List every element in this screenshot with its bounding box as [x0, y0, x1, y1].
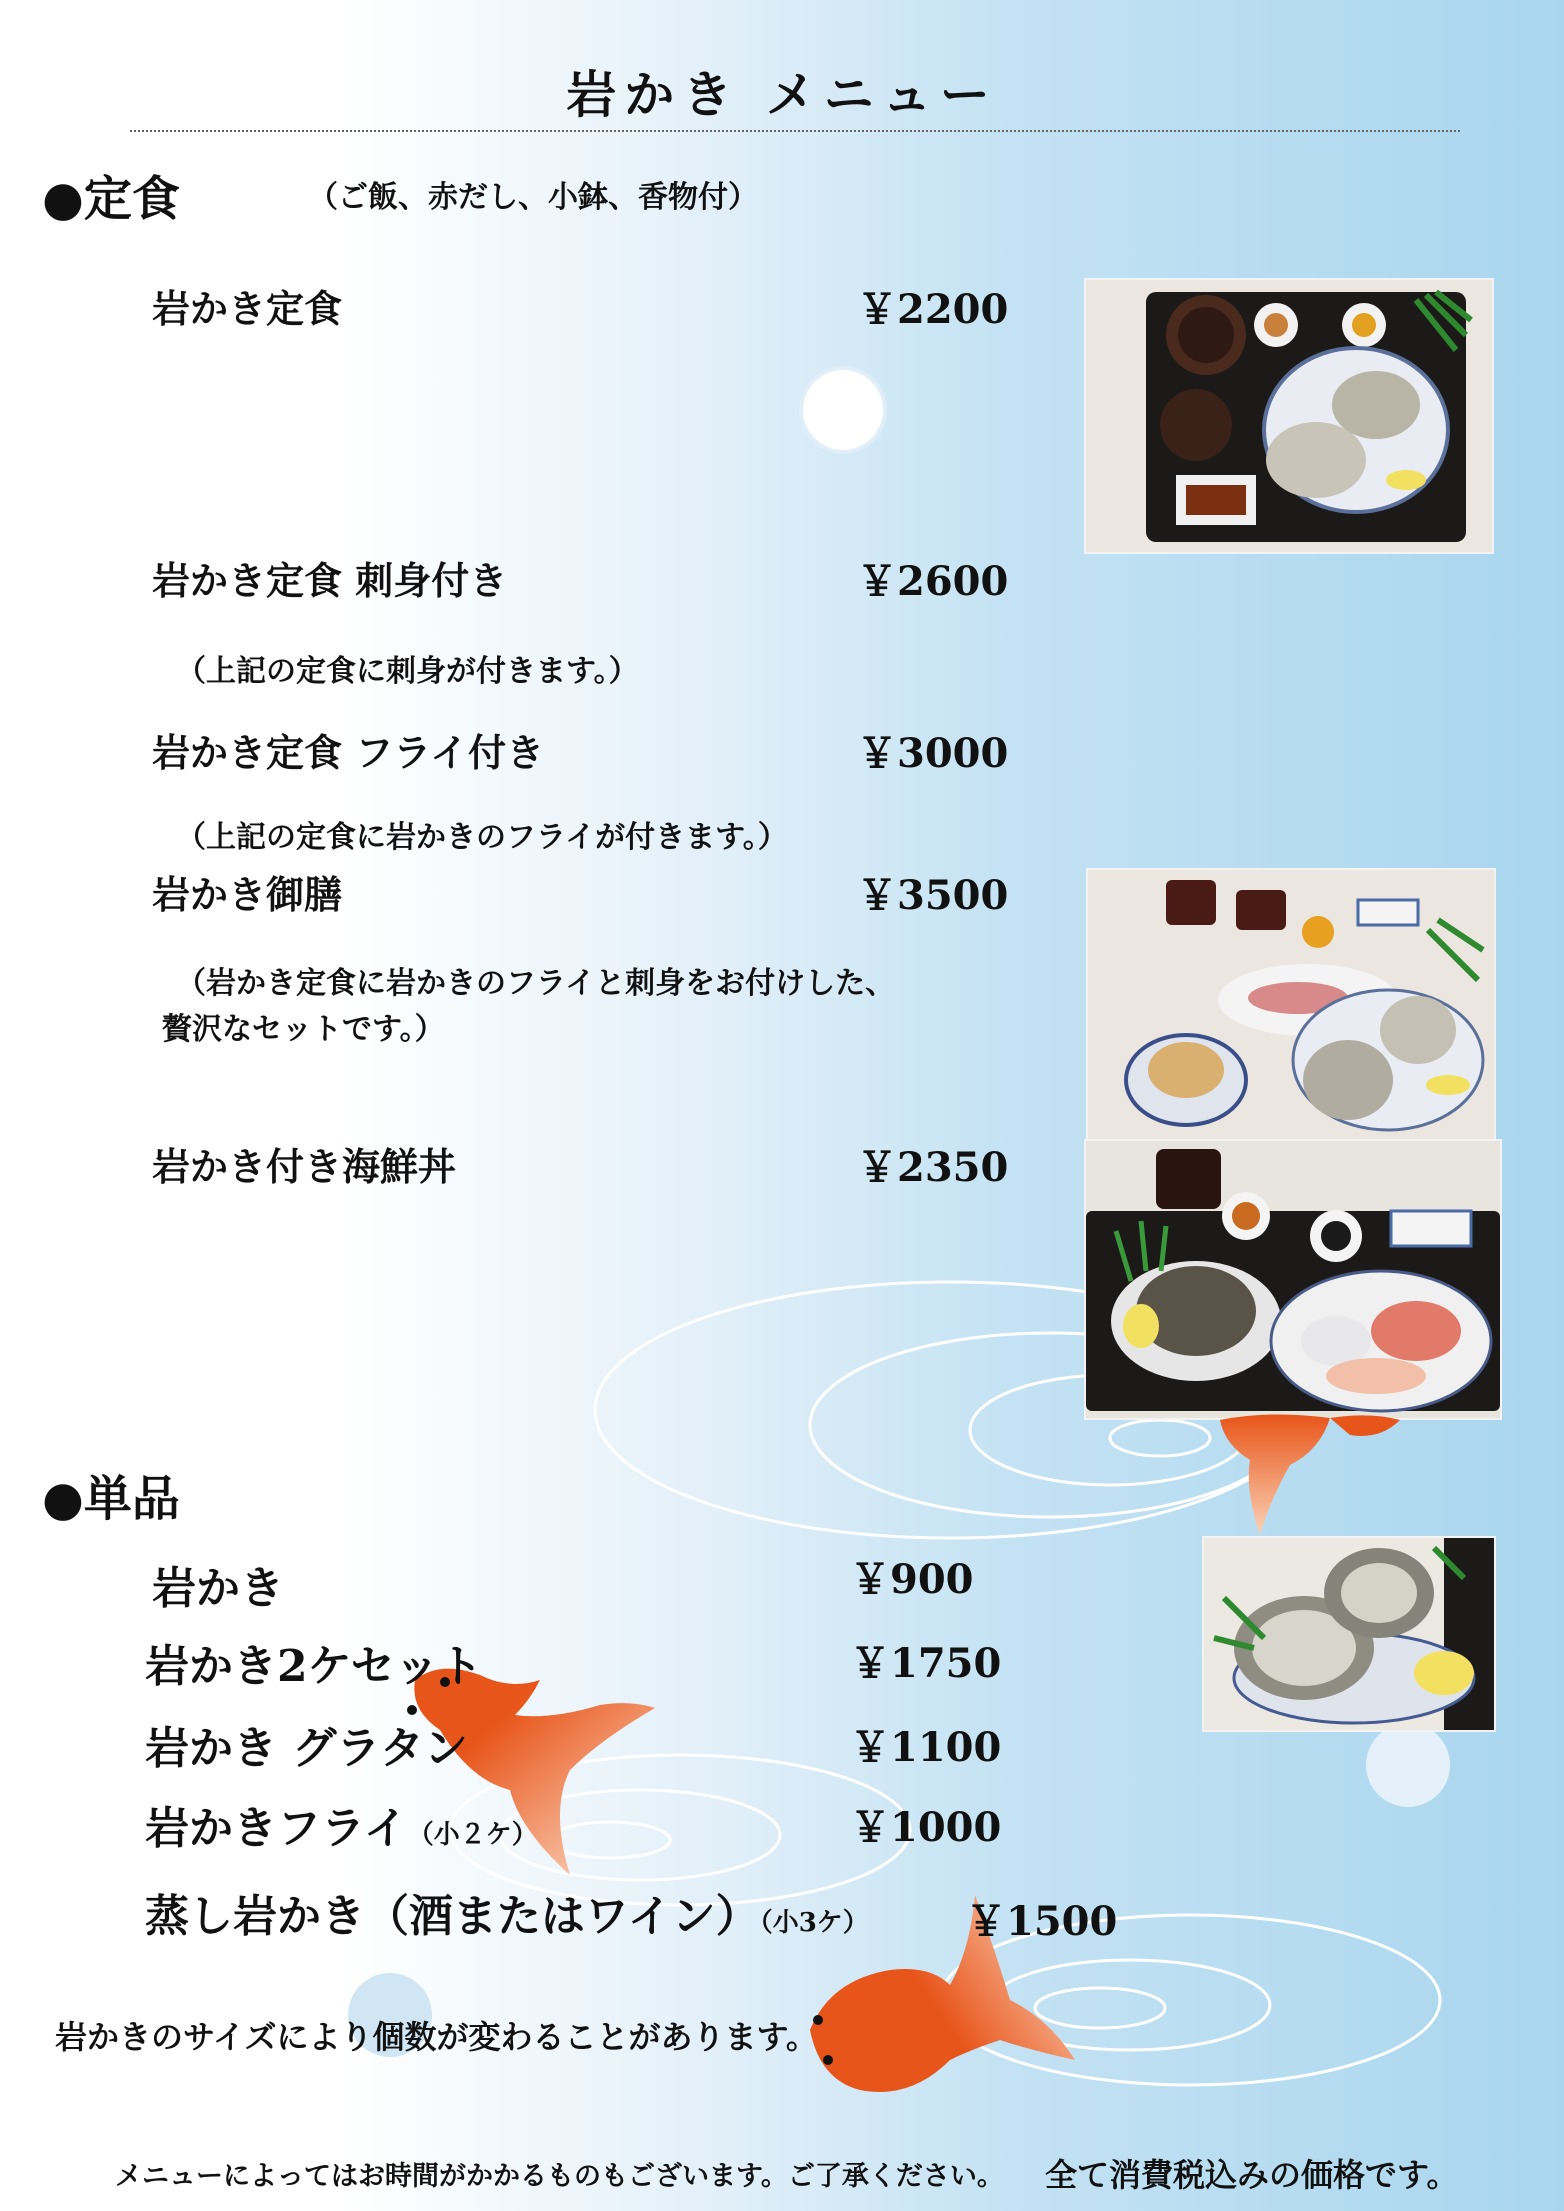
menu-item-name: 岩かき定食 刺身付き: [152, 558, 508, 603]
oyster-single-photo: [1202, 1536, 1496, 1732]
menu-item-quantity: （小3ケ）: [759, 1908, 869, 1938]
menu-item-name: 岩かき グラタン: [145, 1723, 468, 1774]
menu-item-name: 蒸し岩かき（酒またはワイン）: [145, 1891, 760, 1942]
menu-item-name: 岩かき定食 フライ付き: [152, 730, 545, 775]
menu-item-price: ￥1750: [850, 1640, 1002, 1687]
menu-item-description: （上記の定食に刺身が付きます。）: [176, 654, 639, 689]
section-heading-teishoku: ●定食: [42, 171, 180, 227]
menu-item-name: 岩かき御膳: [152, 872, 343, 917]
goldfish-illustration-1: [1210, 1410, 1430, 1540]
menu-item-price: ￥1000: [850, 1804, 1002, 1851]
menu-item-name: 岩かき2ケセット: [145, 1641, 483, 1692]
menu-item-row: [145, 1880, 869, 1944]
footer-wait-note: メニューによってはお時間がかかるものもございます。ご了承ください。: [115, 2161, 1004, 2192]
title-divider: [130, 130, 1460, 132]
size-note: 岩かきのサイズにより個数が変わることがあります。: [55, 2018, 818, 2056]
menu-item-name: 岩かき定食: [152, 286, 343, 331]
section-heading-tanpin: ●単品: [42, 1471, 180, 1527]
menu-item-description: 贅沢なセットです。）: [162, 1012, 445, 1047]
menu-item-price: ￥1100: [850, 1724, 1002, 1771]
oyster-set-meal-photo: [1084, 278, 1494, 554]
menu-item-name: 岩かき付き海鮮丼: [152, 1144, 457, 1189]
menu-item-name: 岩かきフライ: [145, 1803, 408, 1854]
menu-item-price: ￥900: [850, 1556, 974, 1603]
menu-item-price: ￥2200: [857, 286, 1009, 333]
menu-item-quantity: （小２ケ）: [407, 1820, 538, 1850]
menu-item-price: ￥2350: [857, 1144, 1009, 1191]
menu-item-price: ￥1500: [966, 1898, 1118, 1945]
oyster-gozen-photo: [1086, 868, 1496, 1142]
menu-item-price: ￥2600: [857, 558, 1009, 605]
teishoku-note: （ご飯、赤だし、小鉢、香物付）: [308, 180, 758, 215]
kaisendon-photo: [1084, 1139, 1502, 1420]
menu-item-description: （上記の定食に岩かきのフライが付きます。）: [176, 820, 788, 855]
footer-tax-note: 全て消費税込みの価格です。: [1045, 2156, 1459, 2194]
menu-item-price: ￥3500: [857, 872, 1009, 919]
menu-item-row: [145, 1792, 538, 1856]
menu-item-price: ￥3000: [857, 730, 1009, 777]
menu-item-description: （岩かき定食に岩かきのフライと刺身をお付けした、: [176, 966, 896, 1001]
page-title: 岩かき メニュー: [566, 65, 998, 124]
menu-item-name: 岩かき: [152, 1563, 284, 1614]
